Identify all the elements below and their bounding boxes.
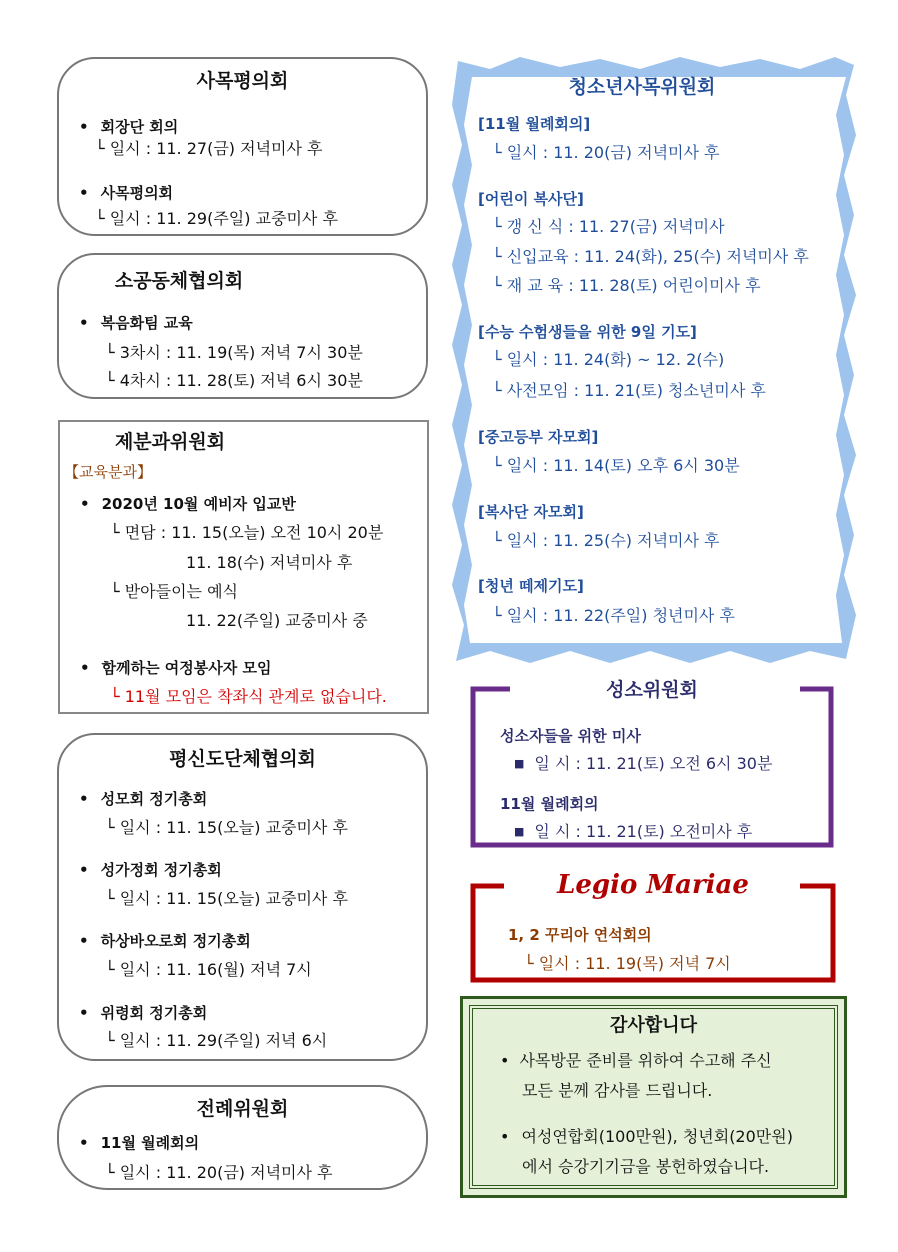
thanks-para-1-line-1 (500, 1051, 772, 1071)
jeollye-item-1: • 11월 월례회의 (79, 1133, 199, 1153)
pyeongsin-item-1-detail: └ 일시 : 11. 15(오늘) 교중미사 후 (105, 818, 348, 837)
jebun-title: 제분과위원회 (114, 431, 226, 453)
youth-heading-2: [어린이 복사단] (478, 190, 584, 208)
thanks-para-1-text-1: 사목방문 준비를 위하여 수고해 주신 (519, 1051, 772, 1070)
youth-heading-3: [수능 수험생들을 위한 9일 기도] (478, 323, 697, 341)
pyeongsin-title: 평신도단체협의회 (169, 748, 316, 770)
youth-heading-1: [11월 월례회의] (478, 115, 591, 133)
youth-heading-2-line-3: └ 재 교 육 : 11. 28(토) 어린이미사 후 (492, 276, 761, 295)
jeollye-item-1-detail: └ 일시 : 11. 20(금) 저녁미사 후 (105, 1163, 333, 1182)
youth-heading-3-line-2: └ 사전모임 : 11. 21(토) 청소년미사 후 (492, 381, 766, 400)
jebun-item-1-line-3: └ 받아들이는 예식 (110, 582, 238, 601)
youth-heading-1-line-1: └ 일시 : 11. 20(금) 저녁미사 후 (492, 143, 720, 162)
seongso-title: 성소위원회 (606, 679, 698, 701)
pyeongsin-item-1: • 성모회 정기총회 (79, 789, 207, 809)
youth-section (472, 77, 852, 647)
jebun-item-1-line-2: 11. 18(수) 저녁미사 후 (186, 553, 353, 572)
youth-heading-2-line-2: └ 신입교육 : 11. 24(화), 25(수) 저녁미사 후 (492, 247, 809, 266)
youth-title: 청소년사목위원회 (568, 76, 716, 98)
jebun-item-1-line-4: 11. 22(주일) 교중미사 중 (186, 611, 368, 630)
pyeongsin-item-2-detail: └ 일시 : 11. 15(오늘) 교중미사 후 (105, 889, 348, 908)
youth-heading-5-line-1: └ 일시 : 11. 25(수) 저녁미사 후 (492, 531, 720, 550)
sogong-section (57, 253, 428, 399)
sammok-item-1: • 회장단 회의 (79, 117, 178, 137)
thanks-bullet-1: • (500, 1051, 510, 1070)
sogong-item-1-detail-1: └ 3차시 : 11. 19(목) 저녁 7시 30분 (105, 343, 363, 362)
jebun-item-1-line-1: └ 면담 : 11. 15(오늘) 오전 10시 20분 (110, 523, 384, 542)
pyeongsin-section (57, 733, 428, 1061)
youth-heading-4-line-1: └ 일시 : 11. 14(토) 오후 6시 30분 (492, 456, 740, 475)
legio-heading-1: 1, 2 꾸리아 연석회의 (508, 926, 652, 944)
sogong-item-1: • 복음화팀 교육 (79, 313, 193, 333)
jebun-item-1: • 2020년 10월 예비자 입교반 (80, 494, 296, 514)
thanks-section (460, 996, 847, 1198)
jeollye-title: 전례위원회 (196, 1098, 289, 1120)
legio-heading-1-line: └ 일시 : 11. 19(목) 저녁 7시 (524, 954, 731, 973)
sogong-item-1-detail-2: └ 4차시 : 11. 28(토) 저녁 6시 30분 (105, 371, 363, 390)
thanks-title: 감사합니다 (610, 1015, 697, 1036)
jebun-item-2-note: └ 11월 모임은 착좌식 관계로 없습니다. (110, 687, 387, 706)
seongso-heading-2: 11월 월례회의 (500, 795, 599, 813)
seongso-heading-1: 성소자들을 위한 미사 (500, 727, 641, 745)
sammok-item-1-detail: └ 일시 : 11. 27(금) 저녁미사 후 (95, 139, 323, 158)
thanks-para-2-text-1: 여성연합회(100만원), 청년회(20만원) (521, 1127, 793, 1146)
legio-title: Legio Mariae (557, 870, 749, 900)
youth-heading-6: [청년 떼제기도] (478, 577, 584, 595)
youth-heading-4: [중고등부 자모회] (478, 428, 599, 446)
pyeongsin-item-3: • 하상바오로회 정기총회 (79, 931, 251, 951)
pyeongsin-item-4-detail: └ 일시 : 11. 29(주일) 저녁 6시 (105, 1031, 328, 1050)
pyeongsin-item-2: • 성가정회 정기총회 (79, 860, 222, 880)
thanks-para-1-line-2: 모든 분께 감사를 드립니다. (522, 1081, 713, 1100)
sammok-item-2: • 사목평의회 (79, 183, 173, 203)
youth-heading-3-line-1: └ 일시 : 11. 24(화) ~ 12. 2(수) (492, 350, 725, 369)
youth-heading-5: [복사단 자모회] (478, 503, 584, 521)
jebun-tag: 【교육분과】 (64, 463, 152, 481)
sammok-section (57, 57, 428, 236)
sogong-title: 소공동체협의회 (114, 270, 244, 292)
thanks-para-2-line-2: 에서 승강기기금을 봉헌하였습니다. (522, 1157, 770, 1176)
seongso-section (470, 676, 834, 846)
seongso-heading-1-line: ■ 일 시 : 11. 21(토) 오전 6시 30분 (514, 754, 772, 776)
youth-heading-6-line-1: └ 일시 : 11. 22(주일) 청년미사 후 (492, 606, 735, 625)
sammok-item-2-detail: └ 일시 : 11. 29(주일) 교중미사 후 (95, 209, 338, 228)
legio-section (470, 866, 836, 983)
sammok-title: 사목평의회 (196, 70, 289, 92)
youth-heading-2-line-1: └ 갱 신 식 : 11. 27(금) 저녁미사 (492, 217, 725, 236)
seongso-heading-2-line: ■ 일 시 : 11. 21(토) 오전미사 후 (514, 822, 752, 844)
jebun-section (58, 420, 429, 714)
jebun-item-2: • 함께하는 여정봉사자 모임 (80, 658, 271, 678)
pyeongsin-item-4: • 위령회 정기총회 (79, 1003, 207, 1023)
thanks-para-2-line-1 (500, 1127, 793, 1147)
jeollye-section (57, 1085, 428, 1190)
pyeongsin-item-3-detail: └ 일시 : 11. 16(월) 저녁 7시 (105, 960, 312, 979)
thanks-bullet-2: • (500, 1127, 510, 1146)
